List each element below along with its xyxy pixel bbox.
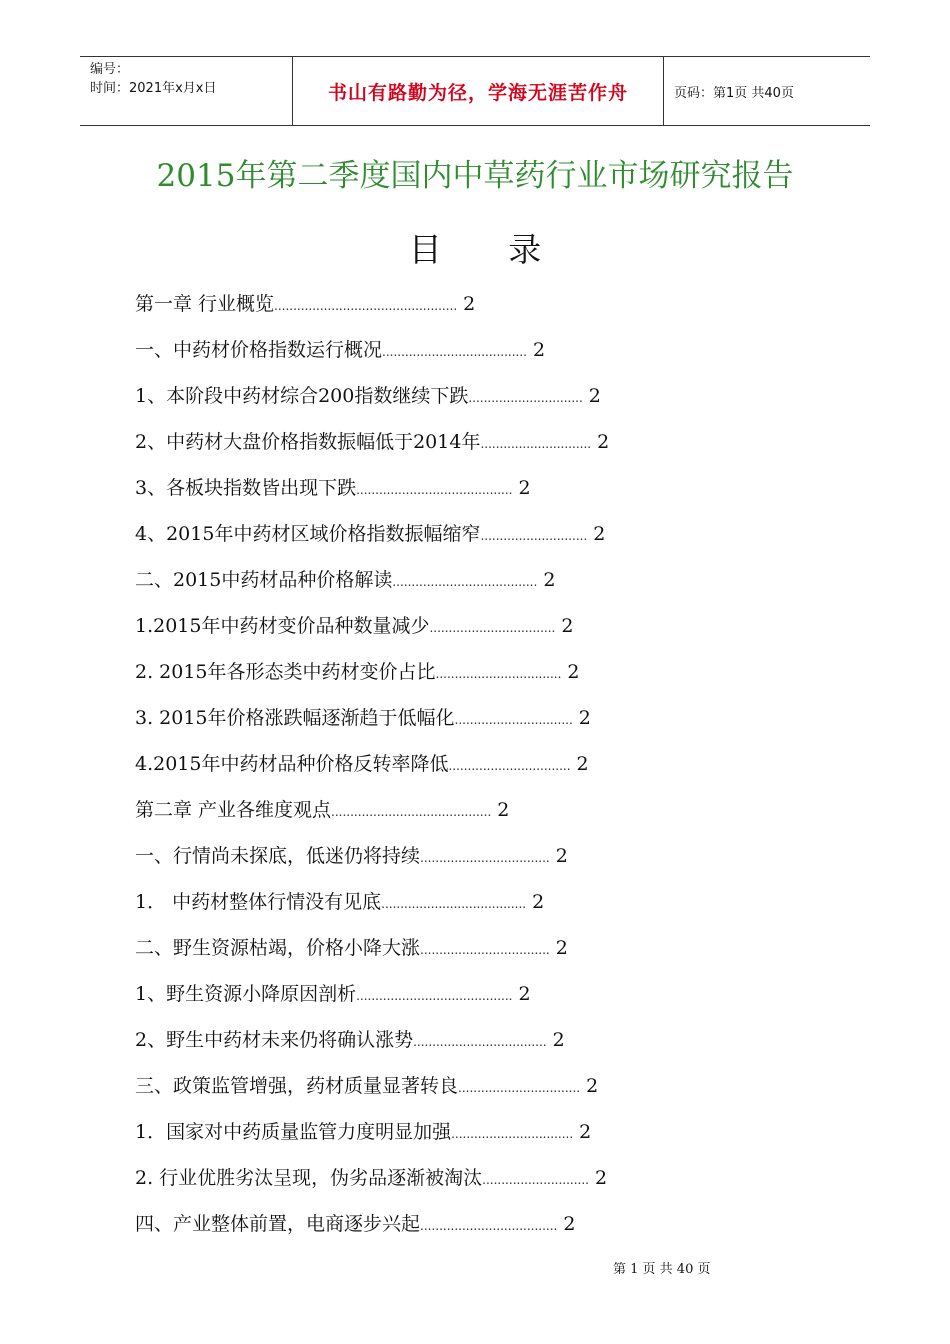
table-of-contents [135, 286, 835, 1252]
toc-entry[interactable] [135, 286, 835, 332]
toc-entry-title: 4、2015年中药材区域价格指数振幅缩窄 [135, 523, 481, 545]
toc-entry-title: 2. 行业优胜劣汰呈现，伪劣品逐渐被淘汰 [135, 1167, 483, 1189]
toc-entry-title: 第一章 行业概览 [135, 293, 275, 315]
toc-leader-dots: ......................................... [356, 989, 513, 1003]
document-title: 2015年第二季度国内中草药行业市场研究报告 [156, 158, 794, 194]
toc-entry[interactable] [135, 1068, 835, 1114]
toc-entry[interactable] [135, 1114, 835, 1160]
toc-entry-title: 1、本阶段中药材综合200指数继续下跌 [135, 385, 469, 407]
toc-entry-page: 2 [578, 707, 591, 729]
toc-entry-page: 2 [555, 845, 568, 867]
toc-leader-dots: ................................ [458, 1081, 581, 1095]
header-page-info: 页码：第1页 共40页 [674, 85, 794, 101]
toc-entry-page: 2 [586, 1075, 599, 1097]
toc-entry[interactable] [135, 1022, 835, 1068]
header-motto-cell [292, 57, 664, 125]
toc-leader-dots: ...................................... [382, 345, 527, 359]
toc-entry-page: 2 [532, 891, 545, 913]
toc-leader-dots: ...................................... [392, 575, 538, 589]
toc-entry-page: 2 [563, 1213, 576, 1235]
toc-entry-page: 2 [576, 753, 589, 775]
toc-entry[interactable] [135, 792, 835, 838]
toc-entry-title: 三、政策监管增强，药材质量显著转良 [135, 1075, 459, 1097]
toc-heading: 目 录 [408, 230, 570, 269]
toc-entry-title: 二、2015中药材品种价格解读 [135, 569, 393, 591]
toc-leader-dots: ................................. [429, 621, 556, 635]
document-time: 时间：2021年x月x日 [90, 81, 217, 96]
toc-leader-dots: .......................................... [331, 805, 492, 819]
toc-entry[interactable] [135, 700, 835, 746]
toc-entry-title: 第二章 产业各维度观点 [135, 799, 332, 821]
toc-entry-title: 一、中药材价格指数运行概况 [135, 339, 383, 361]
page-footer: 第 1 页 共 40 页 [613, 1262, 711, 1277]
toc-leader-dots: .................................. [420, 851, 550, 865]
toc-entry-title: 2、中药材大盘价格指数振幅低于2014年 [135, 431, 481, 453]
toc-leader-dots: ................................ [448, 759, 571, 773]
toc-entry-title: 4.2015年中药材品种价格反转率降低 [135, 753, 449, 775]
toc-entry-title: 一、行情尚未探底，低迷仍将持续 [135, 845, 421, 867]
toc-entry[interactable] [135, 470, 835, 516]
toc-entry-page: 2 [543, 569, 556, 591]
toc-entry-page: 2 [555, 937, 568, 959]
toc-entry[interactable] [135, 884, 835, 930]
toc-entry-page: 2 [518, 477, 531, 499]
toc-entry[interactable] [135, 378, 835, 424]
toc-entry[interactable] [135, 654, 835, 700]
toc-entry[interactable] [135, 746, 835, 792]
toc-entry-page: 2 [588, 385, 601, 407]
toc-entry-title: 1． 中药材整体行情没有见底 [135, 891, 382, 913]
toc-entry[interactable] [135, 930, 835, 976]
toc-leader-dots: .................................. [420, 943, 550, 957]
toc-entry-page: 2 [579, 1121, 592, 1143]
toc-entry-page: 2 [597, 431, 610, 453]
toc-entry-title: 2. 2015年各形态类中药材变价占比 [135, 661, 436, 683]
toc-entry-title: 3. 2015年价格涨跌幅逐渐趋于低幅化 [135, 707, 455, 729]
toc-entry-page: 2 [561, 615, 574, 637]
toc-entry[interactable] [135, 516, 835, 562]
toc-entry-title: 1．国家对中药质量监管力度明显加强 [135, 1121, 452, 1143]
toc-entry-page: 2 [497, 799, 510, 821]
toc-leader-dots: ............................ [480, 529, 588, 543]
toc-leader-dots: ................................... [413, 1035, 547, 1049]
toc-entry[interactable] [135, 562, 835, 608]
toc-entry-page: 2 [567, 661, 580, 683]
toc-entry[interactable] [135, 838, 835, 884]
toc-leader-dots: ...................................... [381, 897, 527, 911]
toc-leader-dots: ................................. [435, 667, 562, 681]
toc-entry[interactable] [135, 332, 835, 378]
toc-leader-dots: ............................ [482, 1173, 589, 1187]
toc-leader-dots: ............................. [480, 437, 592, 451]
toc-entry-page: 2 [593, 523, 606, 545]
toc-entry-title: 1、野生资源小降原因剖析 [135, 983, 357, 1005]
toc-leader-dots: ............................... [454, 713, 573, 727]
toc-entry[interactable] [135, 424, 835, 470]
toc-leader-dots: ......................................... [356, 483, 513, 497]
toc-leader-dots: .............................. [468, 391, 583, 405]
toc-entry-page: 2 [594, 1167, 608, 1189]
header-motto: 书山有路勤为径，学海无涯苦作舟 [327, 81, 628, 104]
toc-entry[interactable] [135, 1206, 835, 1252]
toc-leader-dots: ................................................ [274, 299, 458, 313]
document-number-label: 编号： [90, 62, 130, 77]
toc-entry-title: 二、野生资源枯竭，价格小降大涨 [135, 937, 421, 959]
toc-entry-title: 2、野生中药材未来仍将确认涨势 [135, 1029, 414, 1051]
header-meta [80, 57, 292, 125]
toc-entry-page: 2 [532, 339, 546, 361]
toc-leader-dots: .................................... [420, 1219, 558, 1233]
toc-entry[interactable] [135, 608, 835, 654]
toc-leader-dots: ................................ [451, 1127, 574, 1141]
toc-entry[interactable] [135, 976, 835, 1022]
toc-entry-title: 1.2015年中药材变价品种数量减少 [135, 615, 430, 637]
toc-entry[interactable] [135, 1160, 835, 1206]
toc-entry-title: 3、各板块指数皆出现下跌 [135, 477, 357, 499]
toc-entry-page: 2 [552, 1029, 565, 1051]
header-page-cell [664, 57, 870, 125]
toc-entry-page: 2 [518, 983, 531, 1005]
toc-entry-page: 2 [463, 293, 476, 315]
document-header [80, 56, 870, 126]
toc-entry-title: 四、产业整体前置，电商逐步兴起 [135, 1213, 421, 1235]
